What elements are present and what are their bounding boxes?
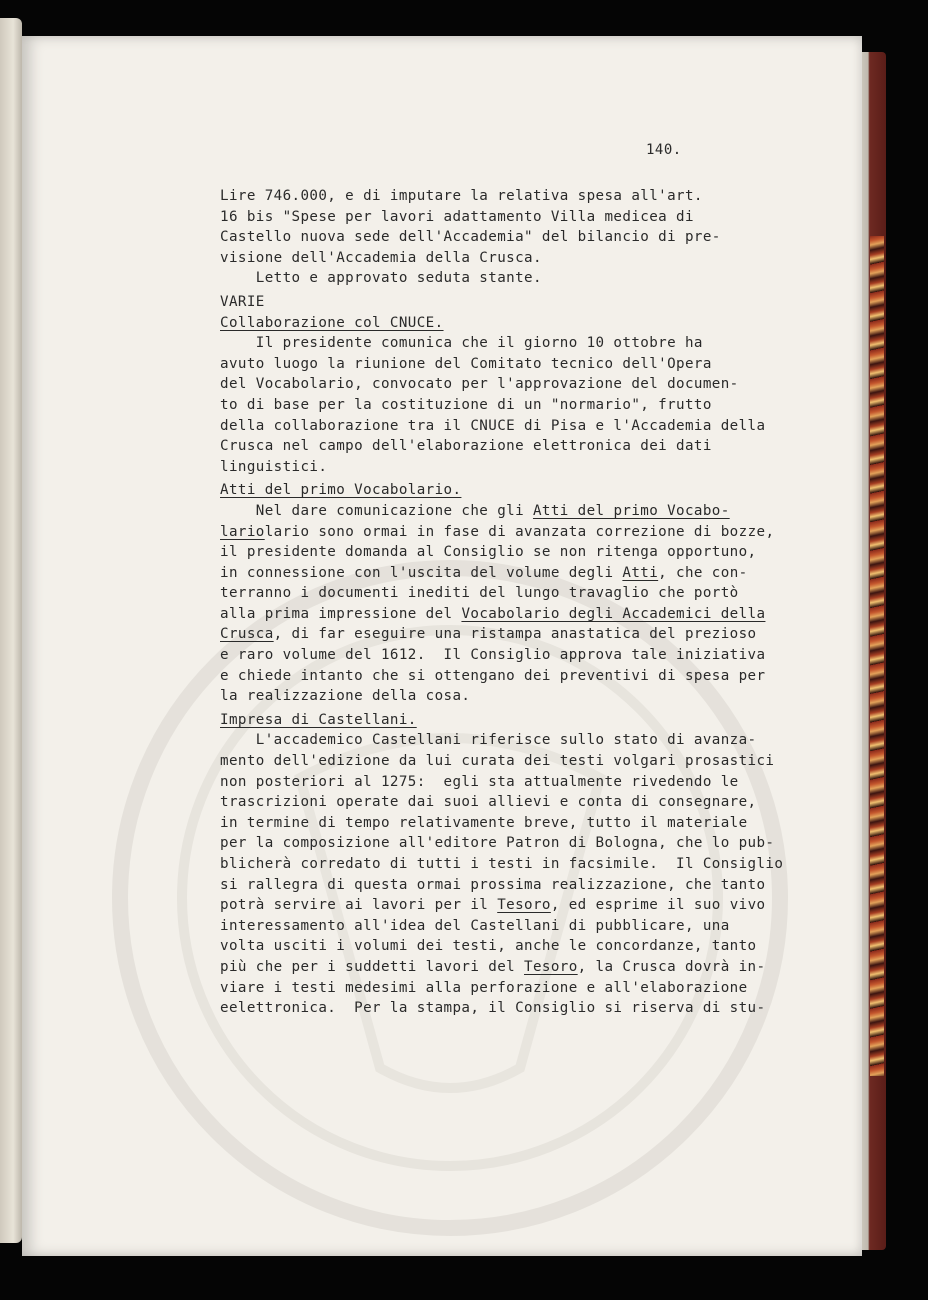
text-line: in connessione con l'uscita del volume degli Atti, che con- [220, 564, 748, 581]
text-line: blicherà corredato di tutti i testi in facsimile. Il Consiglio [220, 856, 784, 872]
text-line: L'accademico Castellani riferisce sullo stato di avanza- [220, 732, 757, 749]
text-line: in termine di tempo relativamente breve, tutto il materiale [220, 814, 748, 831]
text-line: potrà servire ai lavori per il Tesoro, ed esprime il suo vivo [220, 897, 766, 914]
text-line: avuto luogo la riunione del Comitato tecnico dell'Opera [220, 355, 712, 372]
text-line: interessamento all'idea del Castellani di pubblicare, una [220, 917, 730, 934]
text-line: più che per i suddetti lavori del Tesoro, la Crusca dovrà in- [220, 958, 766, 975]
text-line: Crusca nel campo dell'elaborazione elettronica dei dati [220, 438, 712, 455]
text-line: visione dell'Accademia della Crusca. [220, 249, 542, 266]
text-line: per la composizione all'editore Patron di Bologna, che lo pub- [220, 835, 775, 852]
text-line: della collaborazione tra il CNUCE di Pisa e l'Accademia della [220, 417, 766, 434]
text-line: la realizzazione della cosa. [220, 688, 471, 705]
text-line: 16 bis "Spese per lavori adattamento Villa medicea di [220, 208, 694, 225]
text-line: volta usciti i volumi dei testi, anche le concordanze, tanto [220, 938, 757, 955]
text-line: non posteriori al 1275: egli sta attualmente rivedendo le [220, 773, 739, 790]
text-line: e raro volume del 1612. Il Consiglio approva tale iniziativa [220, 647, 766, 664]
underlined-title: Crusca [220, 626, 274, 643]
text-line: Lire 746.000, e di imputare la relativa spesa all'art. [220, 188, 703, 204]
text-line: trascrizioni operate dai suoi allievi e conta di consegnare, [220, 794, 757, 811]
text-line: mento dell'edizione da lui curata dei testi volgari prosastici [220, 753, 775, 770]
section-heading-atti: Atti del primo Vocabolario. [220, 482, 462, 499]
underlined-title: lario [220, 523, 265, 540]
underlined-title: Tesoro [497, 897, 551, 914]
section-heading-varie: VARIE [220, 293, 265, 310]
text-line: eelettronica. Per la stampa, il Consiglio si riserva di stu- [220, 1000, 766, 1017]
text-line: terranno i documenti inediti del lungo travaglio che portò [220, 585, 739, 602]
text-line: alla prima impressione del Vocabolario degli Accademici della [220, 605, 766, 622]
text-line: Crusca, di far eseguire una ristampa anastatica del prezioso [220, 626, 757, 643]
text-line: Letto e approvato seduta stante. [220, 270, 542, 287]
text-line: to di base per la costituzione di un "normario", frutto [220, 396, 712, 413]
left-page-edge [0, 18, 22, 1243]
text-line: si rallegra di questa ormai prossima realizzazione, che tanto [220, 876, 766, 893]
text-line: Castello nuova sede dell'Accademia" del bilancio di pre- [220, 229, 721, 246]
text-line: viare i testi medesimi alla perforazione e all'elaborazione [220, 979, 748, 996]
section-heading-castellani: Impresa di Castellani. [220, 711, 417, 728]
underlined-title: Vocabolario degli Accademici della [461, 605, 766, 622]
document-body [220, 186, 784, 1019]
text-line: Il presidente comunica che il giorno 10 ottobre ha [220, 335, 703, 352]
text-line: linguistici. [220, 458, 328, 475]
text-line: del Vocabolario, convocato per l'approvazione del documen- [220, 376, 739, 393]
text-line: il presidente domanda al Consiglio se non ritenga opportuno, [220, 544, 757, 561]
underlined-title: Atti [622, 564, 659, 581]
text-line: e chiede intanto che si ottengano dei preventivi di spesa per [220, 667, 766, 684]
underlined-title: Atti del primo Vocabo- [532, 502, 730, 519]
text-line: lariolario sono ormai in fase di avanzata correzione di bozze, [220, 523, 775, 540]
page-number: 140. [646, 142, 682, 158]
underlined-title: Tesoro [524, 958, 578, 975]
section-heading-cnuce: Collaborazione col CNUCE. [220, 314, 444, 331]
text-line: Nel dare comunicazione che gli Atti del primo Vocabo- [220, 502, 730, 519]
marbled-page-edge [870, 236, 884, 1076]
